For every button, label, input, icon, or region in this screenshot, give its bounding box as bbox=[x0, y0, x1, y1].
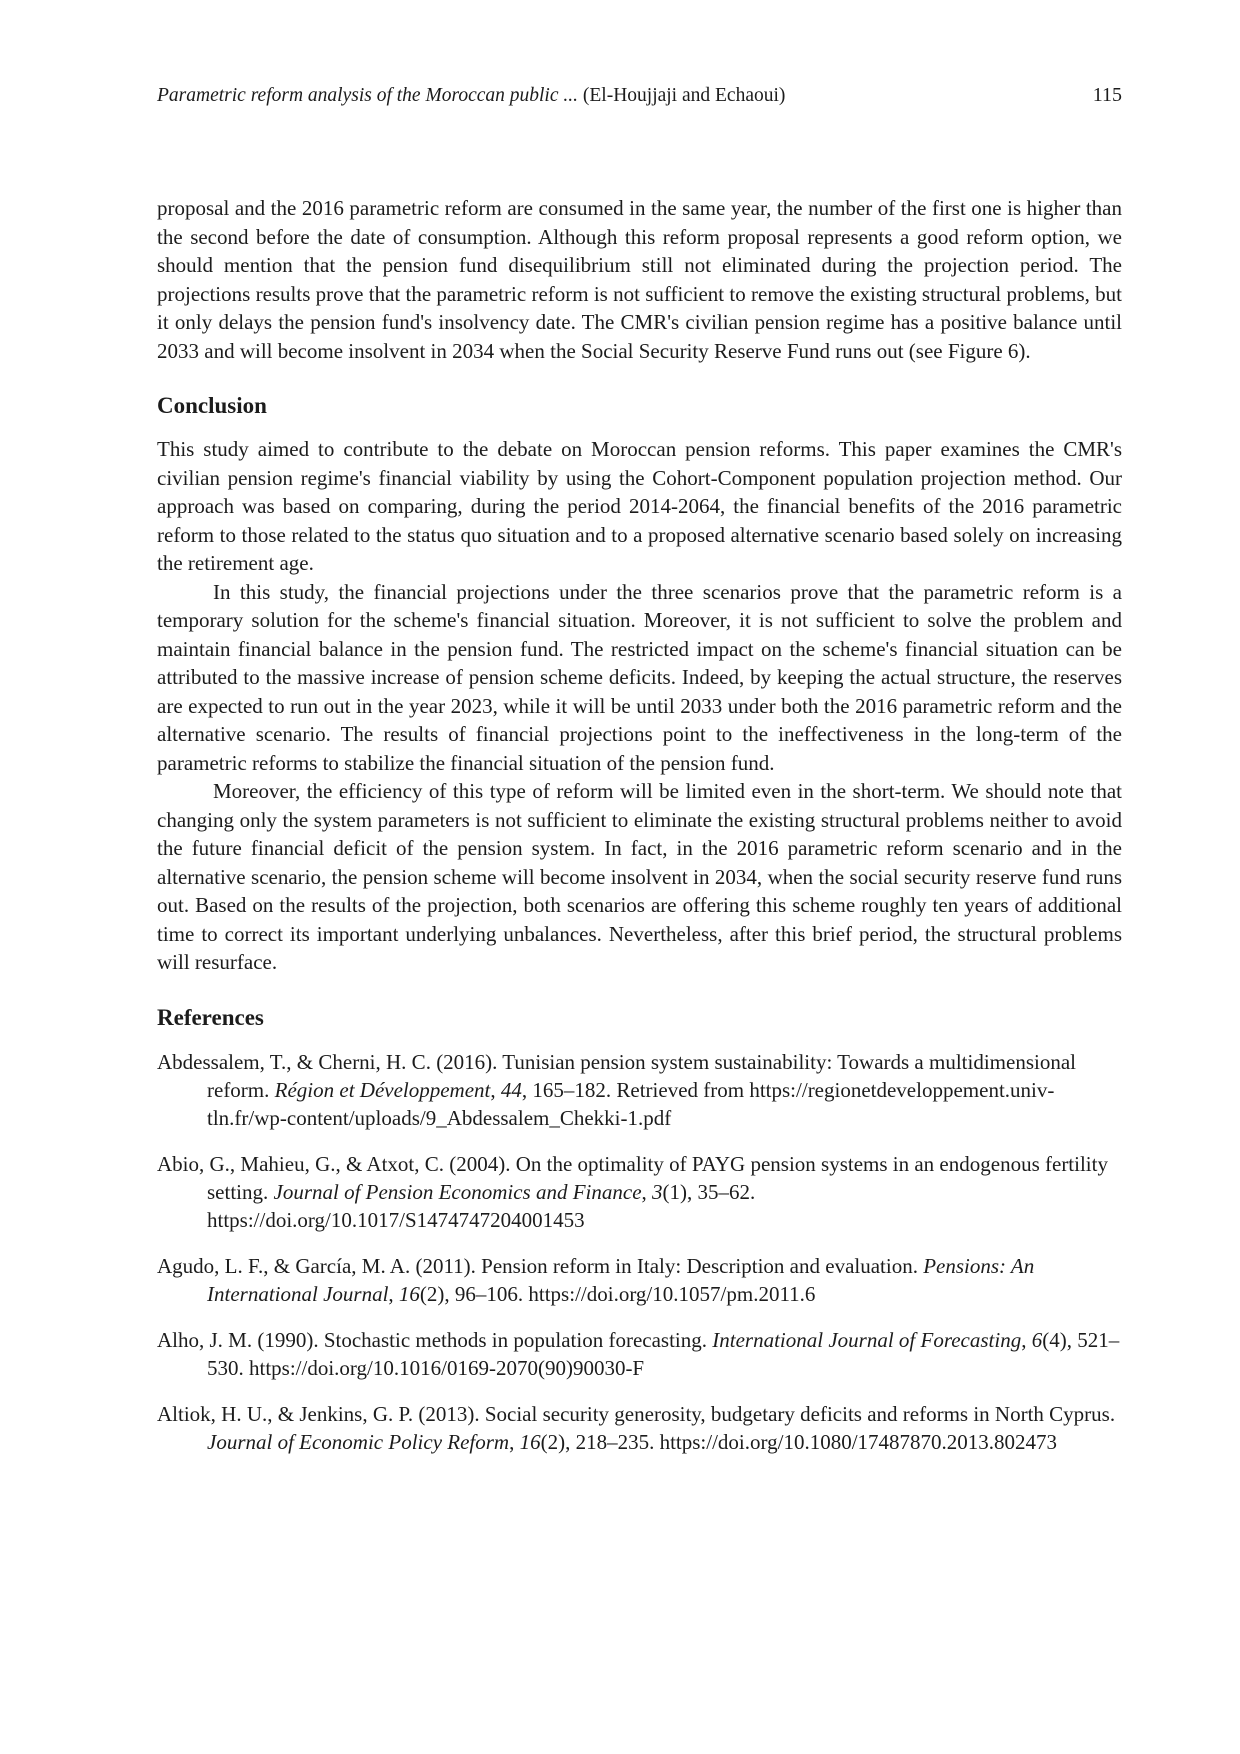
volume-number: 16 bbox=[519, 1429, 541, 1454]
reference-entry-1 bbox=[157, 1048, 1122, 1132]
reference-citation-text: Abio, G., Mahieu, G., & Atxot, C. (2004). On the optimality of PAYG pension systems in an endogenous fertility setting. bbox=[157, 1151, 1108, 1204]
conclusion-paragraph-3: Moreover, the efficiency of this type of reform will be limited even in the short-term. We should note that changing only the system parameters is not sufficient to eliminate the existing structural problems neither to avoid the future financial deficit of the pension system. In fact, in the 2016 parametric reform scenario and in the alternative scenario, the pension scheme will become insolvent in 2034, when the social security reserve fund runs out. Based on the results of the projection, both scenarios are offering this scheme roughly ten years of additional time to correct its important underlying unbalances. Nevertheless, after this brief period, the structural problems will resurface. bbox=[157, 779, 1122, 974]
reference-citation-text: , bbox=[388, 1281, 399, 1306]
running-title-italic: Parametric reform analysis of the Moroccan public ... bbox=[157, 85, 583, 106]
page-number: 115 bbox=[1092, 84, 1122, 106]
reference-citation-text: , bbox=[509, 1429, 520, 1454]
reference-citation-text: , bbox=[1021, 1327, 1032, 1352]
reference-citation-text: , 165–182. Retrieved from https://regionetdeveloppement.univ-tln.fr/wp-content/uploads/9_Abdessalem_Chekki-1.pdf bbox=[207, 1077, 1055, 1130]
reference-citation-text: Agudo, L. F., & García, M. A. (2011). Pension reform in Italy: Description and evaluation. bbox=[157, 1253, 924, 1278]
reference-entry-5 bbox=[157, 1400, 1122, 1456]
journal-title: Journal of Pension Economics and Finance bbox=[273, 1179, 642, 1204]
reference-citation-text: (4), 521–530. https://doi.org/10.1016/0169-2070(90)90030-F bbox=[207, 1327, 1120, 1380]
reference-citation-text: (2), 218–235. https://doi.org/10.1080/17487870.2013.802473 bbox=[540, 1429, 1058, 1454]
references-heading: References bbox=[157, 1004, 264, 1030]
reference-citation-text: , bbox=[641, 1179, 653, 1204]
header-authors: (El-Houjjaji and Echaoui) bbox=[582, 85, 786, 106]
reference-entry-2 bbox=[157, 1150, 1122, 1234]
reference-citation-text: (1), 35–62. https://doi.org/10.1017/S1474747204001453 bbox=[207, 1179, 756, 1232]
reference-entry-4 bbox=[157, 1326, 1122, 1382]
volume-number: 6 bbox=[1031, 1327, 1043, 1352]
journal-title: Région et Développement bbox=[274, 1077, 491, 1102]
conclusion-paragraph-1: This study aimed to contribute to the debate on Moroccan pension reforms. This paper examines the CMR's civilian pension regime's financial viability by using the Cohort-Component population projection method. Our approach was based on comparing, during the period 2014-2064, the financial benefits of the 2016 parametric reform to those related to the status quo situation and to a proposed alternative scenario based solely on increasing the retirement age. bbox=[157, 437, 1122, 575]
reference-entry-3 bbox=[157, 1252, 1122, 1308]
reference-citation-text: Alho, J. M. (1990). Stochastic methods in population forecasting. bbox=[157, 1327, 713, 1352]
reference-citation-text: Abdessalem, T., & Cherni, H. C. (2016). Tunisian pension system sustainability: Towards a multidimensional reform. bbox=[157, 1049, 1076, 1102]
volume-number: 16 bbox=[398, 1281, 420, 1306]
journal-title: Pensions: An International Journal bbox=[207, 1253, 1035, 1306]
running-title bbox=[157, 84, 785, 108]
running-header bbox=[157, 83, 1122, 108]
journal-title: International Journal of Forecasting bbox=[712, 1327, 1022, 1352]
journal-title: Journal of Economic Policy Reform bbox=[207, 1429, 510, 1454]
reference-citation-text: , bbox=[490, 1077, 501, 1102]
volume-number: 3 bbox=[652, 1179, 663, 1204]
page-body bbox=[157, 194, 1122, 1456]
reference-citation-text: (2), 96–106. https://doi.org/10.1057/pm.2011.6 bbox=[419, 1281, 816, 1306]
conclusion-paragraph-2: In this study, the financial projections under the three scenarios prove that the parametric reform is a temporary solution for the scheme's financial situation. Moreover, it is not sufficient to solve the problem and maintain financial balance in the pension fund. The restricted impact on the scheme's financial situation can be attributed to the massive increase of pension scheme deficits. Indeed, by keeping the actual structure, the reserves are expected to run out in the year 2023, while it will be until 2033 under both the 2016 parametric reform and the alternative scenario. The results of financial projections point to the ineffectiveness in the long-term of the parametric reforms to stabilize the financial situation of the pension fund. bbox=[157, 579, 1122, 775]
reference-citation-text: Altiok, H. U., & Jenkins, G. P. (2013). Social security generosity, budgetary deficits and reforms in North Cyprus. bbox=[157, 1401, 1116, 1426]
references-list bbox=[157, 1048, 1122, 1456]
volume-number: 44 bbox=[500, 1077, 522, 1102]
intro-paragraph: proposal and the 2016 parametric reform are consumed in the same year, the number of the first one is higher than the second before the date of consumption. Although this reform proposal represents a good reform option, we should mention that the pension fund disequilibrium still not eliminated during the projection period. The projections results prove that the parametric reform is not sufficient to remove the existing structural problems, but it only delays the pension fund's insolvency date. The CMR's civilian pension regime has a positive balance until 2033 and will become insolvent in 2034 when the Social Security Reserve Fund runs out (see Figure 6). bbox=[157, 196, 1122, 363]
conclusion-heading: Conclusion bbox=[157, 393, 267, 418]
